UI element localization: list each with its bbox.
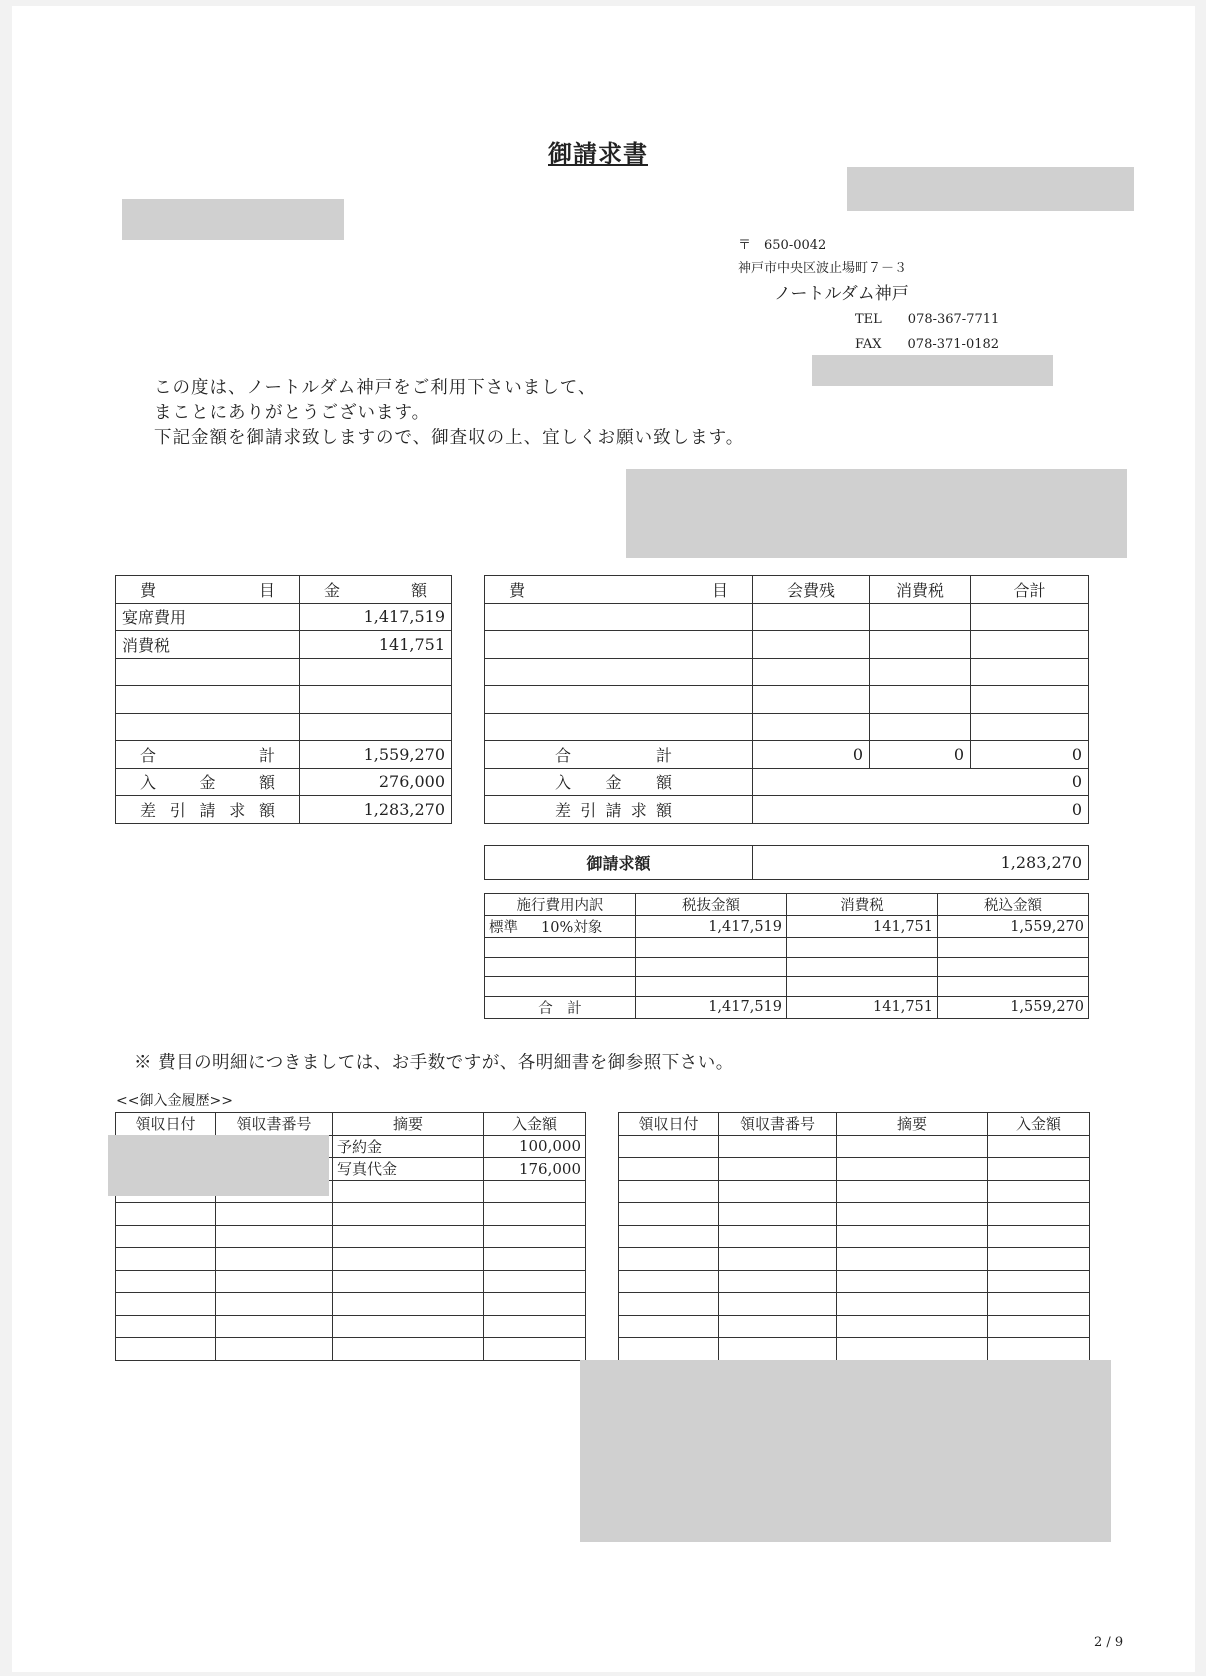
empty-cell bbox=[719, 1270, 837, 1293]
column-header: 摘要 bbox=[333, 1113, 484, 1136]
table-row bbox=[116, 1203, 586, 1226]
breakdown-table bbox=[484, 893, 1089, 1019]
table-row bbox=[619, 1248, 1090, 1271]
empty-cell bbox=[485, 977, 636, 997]
empty-cell bbox=[484, 1248, 586, 1271]
empty-cell bbox=[333, 1225, 484, 1248]
empty-cell bbox=[636, 957, 787, 977]
table-row bbox=[116, 1225, 586, 1248]
empty-cell bbox=[719, 1248, 837, 1271]
invoice-amount-table bbox=[484, 845, 1089, 880]
paid-label: 入金額 bbox=[485, 768, 753, 796]
paid-label: 入金額 bbox=[116, 768, 300, 796]
empty-cell bbox=[619, 1270, 719, 1293]
balance-row bbox=[485, 796, 1089, 824]
table-header-row bbox=[116, 1113, 586, 1136]
table-row bbox=[485, 603, 1089, 631]
empty-cell bbox=[719, 1135, 837, 1158]
total-tax: 0 bbox=[870, 741, 971, 769]
table-row bbox=[485, 938, 1089, 958]
empty-cell bbox=[484, 1270, 586, 1293]
empty-cell bbox=[870, 658, 971, 686]
empty-cell bbox=[484, 1293, 586, 1316]
empty-cell bbox=[988, 1270, 1090, 1293]
empty-cell bbox=[988, 1293, 1090, 1316]
empty-cell bbox=[216, 1270, 333, 1293]
table-row bbox=[619, 1315, 1090, 1338]
empty-cell bbox=[300, 713, 452, 741]
column-header: 領収書番号 bbox=[719, 1113, 837, 1136]
empty-cell bbox=[837, 1293, 988, 1316]
empty-cell bbox=[619, 1203, 719, 1226]
postal-code: 〒 650-0042 bbox=[738, 238, 827, 253]
empty-cell bbox=[988, 1135, 1090, 1158]
category-cell bbox=[485, 916, 636, 938]
page-number: 2 / 9 bbox=[1094, 1635, 1124, 1650]
empty-cell bbox=[333, 1315, 484, 1338]
table-row bbox=[619, 1293, 1090, 1316]
total-label: 合計 bbox=[116, 741, 300, 769]
empty-cell bbox=[971, 686, 1089, 714]
empty-cell bbox=[837, 1248, 988, 1271]
column-header: 会費残 bbox=[753, 576, 870, 604]
table-row bbox=[619, 1225, 1090, 1248]
table-row bbox=[485, 658, 1089, 686]
empty-cell bbox=[333, 1293, 484, 1316]
empty-cell bbox=[116, 1248, 216, 1271]
category-name: 標準 bbox=[489, 920, 518, 936]
balance-label: 差引請求額 bbox=[116, 796, 300, 824]
table-row bbox=[116, 713, 452, 741]
empty-cell bbox=[619, 1225, 719, 1248]
total-sum: 0 bbox=[971, 741, 1089, 769]
total-row bbox=[485, 741, 1089, 769]
column-header: 費 目 bbox=[485, 576, 753, 604]
item-cell: 消費税 bbox=[116, 631, 300, 659]
empty-cell bbox=[988, 1338, 1090, 1361]
balance-amount: 0 bbox=[753, 796, 1089, 824]
column-header: 領収日付 bbox=[116, 1113, 216, 1136]
column-header: 入金額 bbox=[484, 1113, 586, 1136]
empty-cell bbox=[870, 631, 971, 659]
empty-cell bbox=[333, 1203, 484, 1226]
empty-cell bbox=[837, 1180, 988, 1203]
empty-cell bbox=[870, 603, 971, 631]
right-summary-table bbox=[484, 575, 1089, 824]
amount-cell: 100,000 bbox=[484, 1135, 586, 1158]
column-header: 合計 bbox=[971, 576, 1089, 604]
redaction-block bbox=[847, 167, 1134, 211]
summary-cell: 予約金 bbox=[333, 1135, 484, 1158]
payment-history-table-right bbox=[618, 1112, 1090, 1361]
table-row bbox=[619, 1203, 1090, 1226]
empty-cell bbox=[870, 686, 971, 714]
empty-cell bbox=[116, 1203, 216, 1226]
redaction-block bbox=[108, 1135, 329, 1196]
empty-cell bbox=[116, 1270, 216, 1293]
empty-cell bbox=[216, 1203, 333, 1226]
empty-cell bbox=[938, 957, 1089, 977]
left-summary-table bbox=[115, 575, 452, 824]
column-header: 金 額 bbox=[300, 576, 452, 604]
empty-cell bbox=[116, 1315, 216, 1338]
empty-cell bbox=[837, 1135, 988, 1158]
invoice-amount-value: 1,283,270 bbox=[753, 846, 1089, 880]
paid-amount: 0 bbox=[753, 768, 1089, 796]
empty-cell bbox=[619, 1338, 719, 1361]
table-row bbox=[619, 1270, 1090, 1293]
empty-cell bbox=[300, 658, 452, 686]
empty-cell bbox=[216, 1338, 333, 1361]
empty-cell bbox=[837, 1158, 988, 1181]
document-title: 御請求書 bbox=[548, 140, 648, 168]
issuer-tel: TEL 078-367-7711 bbox=[855, 312, 1000, 327]
column-header: 消費税 bbox=[870, 576, 971, 604]
empty-cell bbox=[719, 1158, 837, 1181]
empty-cell bbox=[837, 1270, 988, 1293]
empty-cell bbox=[484, 1203, 586, 1226]
redaction-block bbox=[122, 199, 344, 240]
empty-cell bbox=[619, 1293, 719, 1316]
empty-cell bbox=[971, 658, 1089, 686]
empty-cell bbox=[938, 977, 1089, 997]
column-header: 摘要 bbox=[837, 1113, 988, 1136]
empty-cell bbox=[485, 603, 753, 631]
greeting-line: まことにありがとうございます。 bbox=[154, 403, 431, 423]
total-tax: 141,751 bbox=[787, 996, 938, 1018]
empty-cell bbox=[333, 1338, 484, 1361]
table-header-row bbox=[116, 576, 452, 604]
empty-cell bbox=[484, 1315, 586, 1338]
greeting-line: この度は、ノートルダム神戸をご利用下さいまして、 bbox=[154, 378, 597, 398]
total-label: 合 計 bbox=[485, 996, 636, 1018]
greeting-line: 下記金額を御請求致しますので、御査収の上、宜しくお願い致します。 bbox=[154, 428, 745, 448]
empty-cell bbox=[636, 938, 787, 958]
total-excl: 1,417,519 bbox=[636, 996, 787, 1018]
empty-cell bbox=[216, 1315, 333, 1338]
empty-cell bbox=[719, 1338, 837, 1361]
empty-cell bbox=[971, 631, 1089, 659]
empty-cell bbox=[116, 1338, 216, 1361]
issuer-company: ノートルダム神戸 bbox=[774, 284, 909, 304]
column-header: 税込金額 bbox=[938, 894, 1089, 916]
empty-cell bbox=[971, 603, 1089, 631]
empty-cell bbox=[485, 686, 753, 714]
empty-cell bbox=[988, 1225, 1090, 1248]
redaction-block bbox=[812, 355, 1053, 386]
table-row bbox=[619, 1158, 1090, 1181]
total-incl: 1,559,270 bbox=[938, 996, 1089, 1018]
empty-cell bbox=[870, 713, 971, 741]
empty-cell bbox=[485, 631, 753, 659]
empty-cell bbox=[787, 977, 938, 997]
total-fee: 0 bbox=[753, 741, 870, 769]
column-header: 施行費用内訳 bbox=[485, 894, 636, 916]
empty-cell bbox=[837, 1338, 988, 1361]
empty-cell bbox=[719, 1225, 837, 1248]
item-cell: 宴席費用 bbox=[116, 603, 300, 631]
empty-cell bbox=[753, 686, 870, 714]
empty-cell bbox=[619, 1248, 719, 1271]
empty-cell bbox=[300, 686, 452, 714]
table-row bbox=[116, 1248, 586, 1271]
empty-cell bbox=[619, 1315, 719, 1338]
empty-cell bbox=[216, 1225, 333, 1248]
reference-note: ※ 費目の明細につきましては、お手数ですが、各明細書を御参照下さい。 bbox=[134, 1053, 734, 1073]
table-row bbox=[116, 1338, 586, 1361]
empty-cell bbox=[116, 658, 300, 686]
table-row bbox=[485, 916, 1089, 938]
balance-amount: 1,283,270 bbox=[300, 796, 452, 824]
empty-cell bbox=[484, 1180, 586, 1203]
paid-row bbox=[485, 768, 1089, 796]
table-header-row bbox=[619, 1113, 1090, 1136]
empty-cell bbox=[753, 631, 870, 659]
total-amount: 1,559,270 bbox=[300, 741, 452, 769]
table-row bbox=[116, 658, 452, 686]
table-row bbox=[116, 603, 452, 631]
empty-cell bbox=[485, 938, 636, 958]
total-row bbox=[116, 741, 452, 769]
column-header: 消費税 bbox=[787, 894, 938, 916]
empty-cell bbox=[619, 1180, 719, 1203]
empty-cell bbox=[988, 1203, 1090, 1226]
empty-cell bbox=[753, 658, 870, 686]
empty-cell bbox=[333, 1180, 484, 1203]
empty-cell bbox=[216, 1293, 333, 1316]
empty-cell bbox=[938, 938, 1089, 958]
table-row bbox=[619, 1135, 1090, 1158]
empty-cell bbox=[719, 1203, 837, 1226]
balance-label: 差引請求額 bbox=[485, 796, 753, 824]
empty-cell bbox=[485, 658, 753, 686]
table-row bbox=[116, 1315, 586, 1338]
summary-cell: 写真代金 bbox=[333, 1158, 484, 1181]
redaction-block bbox=[626, 469, 1127, 558]
empty-cell bbox=[988, 1180, 1090, 1203]
column-header: 費 目 bbox=[116, 576, 300, 604]
payment-history-label: <<御入金履歴>> bbox=[116, 1093, 233, 1109]
column-header: 税抜金額 bbox=[636, 894, 787, 916]
empty-cell bbox=[484, 1225, 586, 1248]
table-row bbox=[116, 686, 452, 714]
empty-cell bbox=[787, 957, 938, 977]
incl-amount: 1,559,270 bbox=[938, 916, 1089, 938]
table-row bbox=[485, 686, 1089, 714]
amount-cell: 176,000 bbox=[484, 1158, 586, 1181]
empty-cell bbox=[116, 686, 300, 714]
paid-row bbox=[116, 768, 452, 796]
empty-cell bbox=[485, 713, 753, 741]
empty-cell bbox=[619, 1135, 719, 1158]
empty-cell bbox=[719, 1315, 837, 1338]
table-row bbox=[485, 713, 1089, 741]
empty-cell bbox=[719, 1180, 837, 1203]
paid-amount: 276,000 bbox=[300, 768, 452, 796]
table-row bbox=[485, 977, 1089, 997]
empty-cell bbox=[719, 1293, 837, 1316]
empty-cell bbox=[116, 1293, 216, 1316]
total-row bbox=[485, 996, 1089, 1018]
table-row bbox=[116, 631, 452, 659]
column-header: 領収書番号 bbox=[216, 1113, 333, 1136]
empty-cell bbox=[988, 1315, 1090, 1338]
empty-cell bbox=[753, 603, 870, 631]
empty-cell bbox=[787, 938, 938, 958]
empty-cell bbox=[116, 1225, 216, 1248]
amount-cell: 141,751 bbox=[300, 631, 452, 659]
amount-cell: 1,417,519 bbox=[300, 603, 452, 631]
empty-cell bbox=[333, 1248, 484, 1271]
empty-cell bbox=[988, 1158, 1090, 1181]
empty-cell bbox=[116, 713, 300, 741]
table-header-row bbox=[485, 894, 1089, 916]
balance-row bbox=[116, 796, 452, 824]
table-row bbox=[116, 1270, 586, 1293]
invoice-amount-label: 御請求額 bbox=[485, 846, 753, 880]
issuer-address: 神戸市中央区波止場町７－３ bbox=[738, 261, 908, 276]
invoice-amount-row bbox=[485, 846, 1089, 880]
empty-cell bbox=[333, 1270, 484, 1293]
greeting-text bbox=[154, 376, 744, 451]
table-row bbox=[619, 1180, 1090, 1203]
table-row bbox=[116, 1293, 586, 1316]
table-row bbox=[619, 1338, 1090, 1361]
total-label: 合計 bbox=[485, 741, 753, 769]
table-header-row bbox=[485, 576, 1089, 604]
table-row bbox=[485, 957, 1089, 977]
tax-amount: 141,751 bbox=[787, 916, 938, 938]
table-row bbox=[485, 631, 1089, 659]
tax-target: 10%対象 bbox=[541, 920, 603, 936]
empty-cell bbox=[837, 1225, 988, 1248]
empty-cell bbox=[753, 713, 870, 741]
empty-cell bbox=[485, 957, 636, 977]
empty-cell bbox=[216, 1248, 333, 1271]
empty-cell bbox=[988, 1248, 1090, 1271]
empty-cell bbox=[837, 1315, 988, 1338]
redaction-block bbox=[580, 1360, 1111, 1542]
empty-cell bbox=[837, 1203, 988, 1226]
empty-cell bbox=[971, 713, 1089, 741]
column-header: 領収日付 bbox=[619, 1113, 719, 1136]
empty-cell bbox=[484, 1338, 586, 1361]
issuer-fax: FAX 078-371-0182 bbox=[855, 337, 1000, 352]
excl-amount: 1,417,519 bbox=[636, 916, 787, 938]
empty-cell bbox=[636, 977, 787, 997]
empty-cell bbox=[619, 1158, 719, 1181]
column-header: 入金額 bbox=[988, 1113, 1090, 1136]
